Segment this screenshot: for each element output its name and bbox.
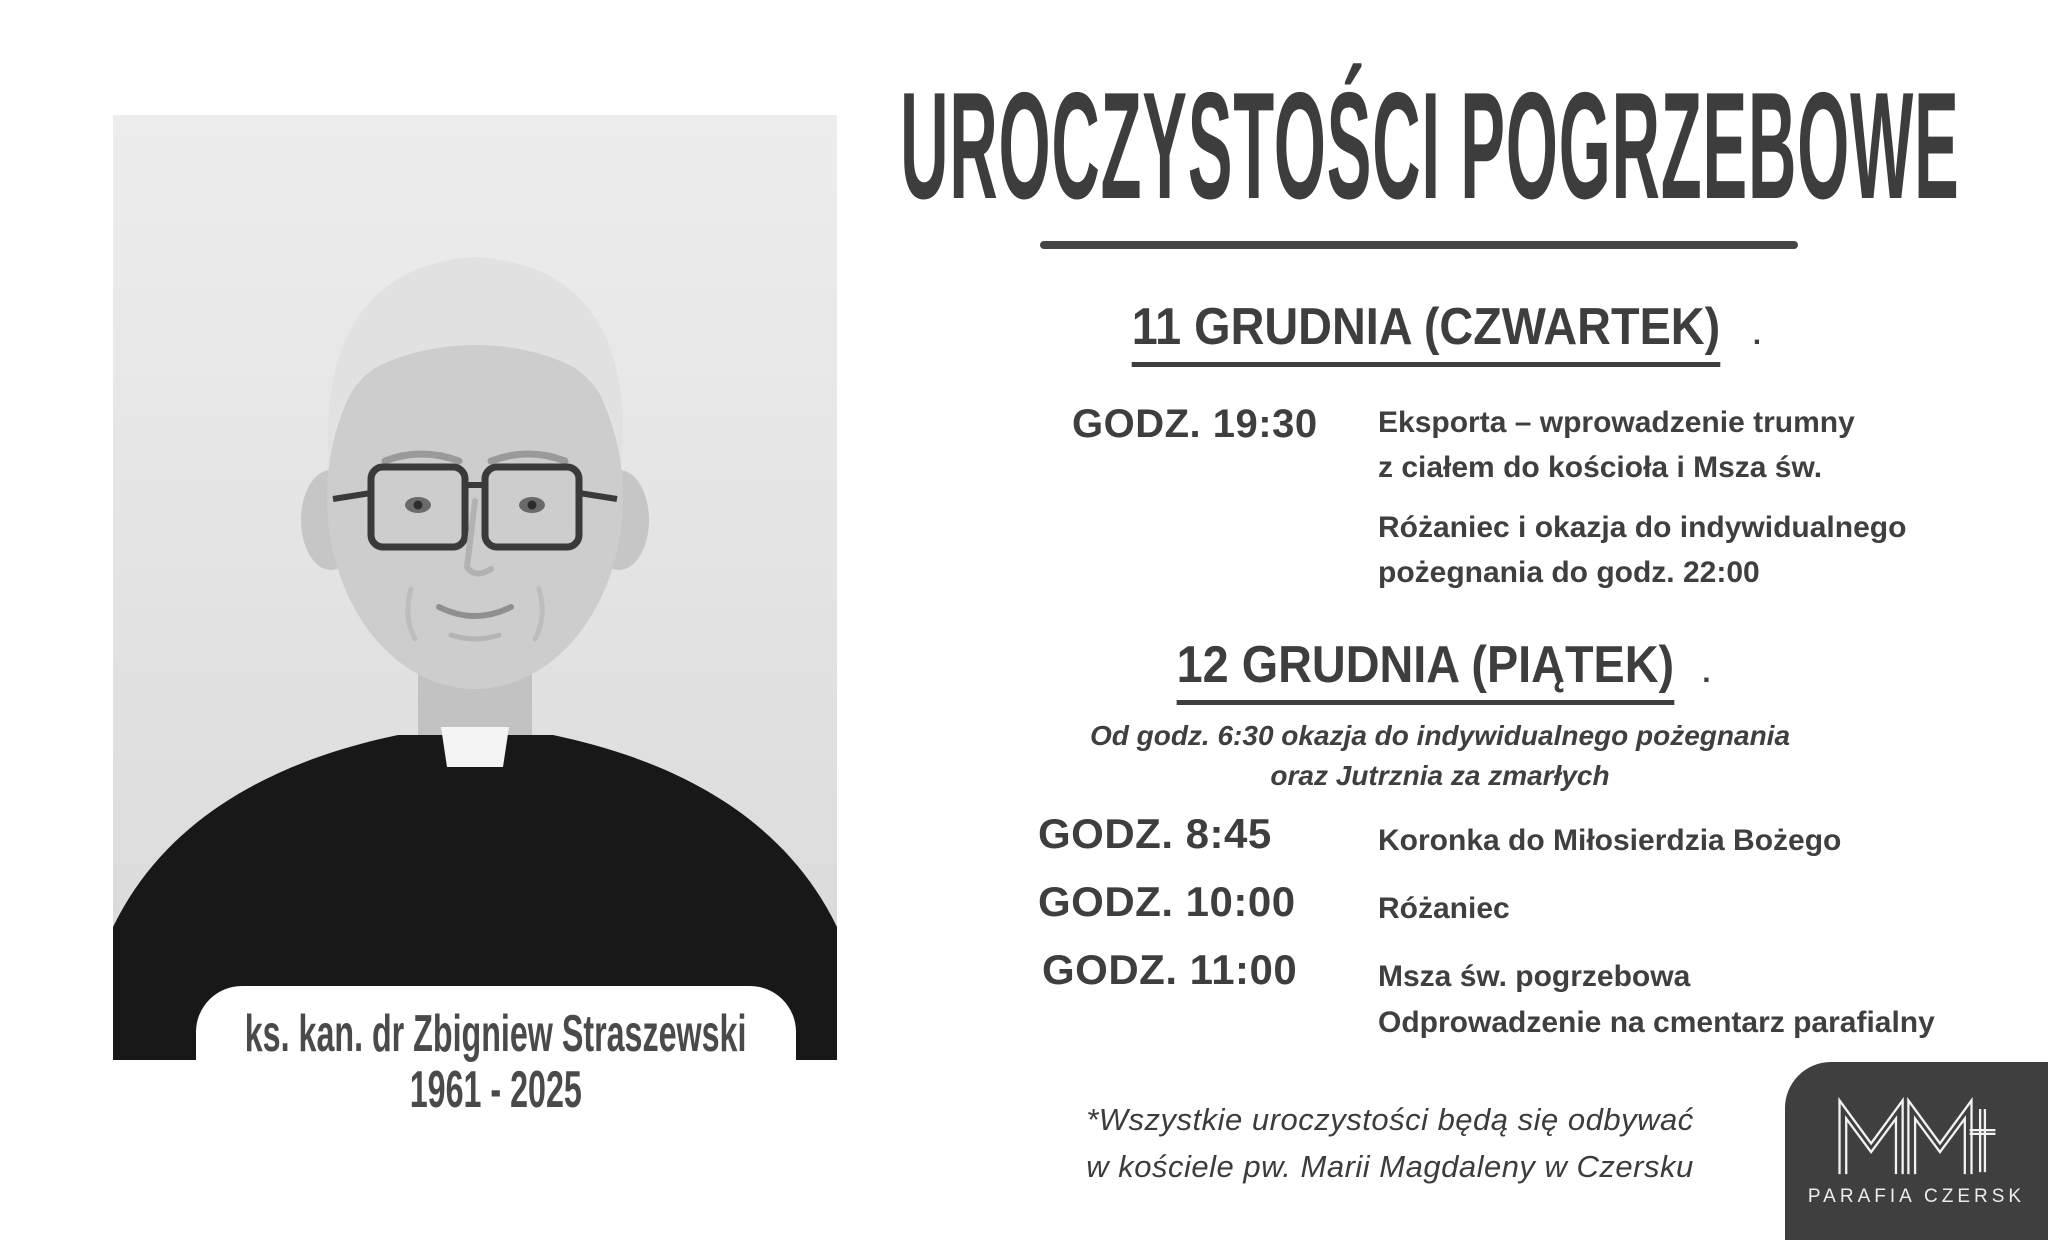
day2-event2-time: GODZ. 10:00	[1038, 878, 1296, 925]
day2-heading-period: .	[1702, 656, 1711, 689]
desc-line: z ciałem do kościoła i Msza św.	[1378, 451, 1823, 484]
day1-heading-period: .	[1752, 318, 1762, 351]
photo-caption-plate	[196, 986, 796, 1144]
intro-line: oraz Jutrznia za zmarłych	[1270, 760, 1610, 791]
day2-event3-time: GODZ. 11:00	[1042, 946, 1298, 993]
parish-logo-block	[1785, 1062, 2048, 1240]
day2-event2-desc	[1378, 886, 1510, 931]
parish-logo-caption: PARAFIA CZERSK	[1807, 1186, 2026, 1207]
day1-heading	[1020, 300, 1840, 367]
desc-line: Eksporta – wprowadzenie trumny	[1378, 406, 1855, 439]
desc-line: Różaniec	[1378, 892, 1510, 925]
deceased-name: ks. kan. dr Zbigniew Straszewski	[245, 1005, 747, 1063]
intro-line: Od godz. 6:30 okazja do indywidualnego pożegnania	[1089, 720, 1791, 751]
page-title	[890, 61, 1970, 231]
desc-line: Msza św. pogrzebowa	[1378, 960, 1691, 993]
day1-event1-time: GODZ. 19:30	[1072, 402, 1318, 446]
page-title-text: UROCZYSTOŚCI POGRZEBOWE	[900, 61, 1960, 231]
day2-event3-desc	[1378, 954, 1935, 1046]
day2-event1-time: GODZ. 8:45	[1038, 810, 1272, 857]
day1-event2-desc	[1378, 505, 1906, 595]
day1-event1-desc	[1378, 400, 1855, 490]
footnote	[980, 1096, 1800, 1190]
desc-line: Koronka do Miłosierdzia Bożego	[1378, 824, 1842, 857]
desc-line: Różaniec i okazja do indywidualnego	[1378, 511, 1907, 544]
mm-cross-logo-icon	[1835, 1088, 1999, 1176]
day2-intro	[1000, 716, 1880, 796]
footnote-line: w kościele pw. Marii Magdaleny w Czersku	[1086, 1149, 1694, 1184]
portrait-illustration	[113, 115, 837, 1063]
day2-heading	[1020, 638, 1840, 705]
portrait-photo	[113, 115, 837, 1063]
day2-heading-text: 12 GRUDNIA (PIĄTEK)	[1177, 638, 1675, 705]
day1-heading-text: 11 GRUDNIA (CZWARTEK)	[1132, 300, 1720, 367]
footnote-line: *Wszystkie uroczystości będą się odbywać	[1086, 1102, 1694, 1137]
desc-line: Odprowadzenie na cmentarz parafialny	[1378, 1006, 1935, 1039]
day2-event1-desc	[1378, 818, 1841, 863]
title-divider	[1040, 241, 1798, 249]
desc-line: pożegnania do godz. 22:00	[1378, 556, 1760, 589]
deceased-dates: 1961 - 2025	[409, 1061, 583, 1119]
